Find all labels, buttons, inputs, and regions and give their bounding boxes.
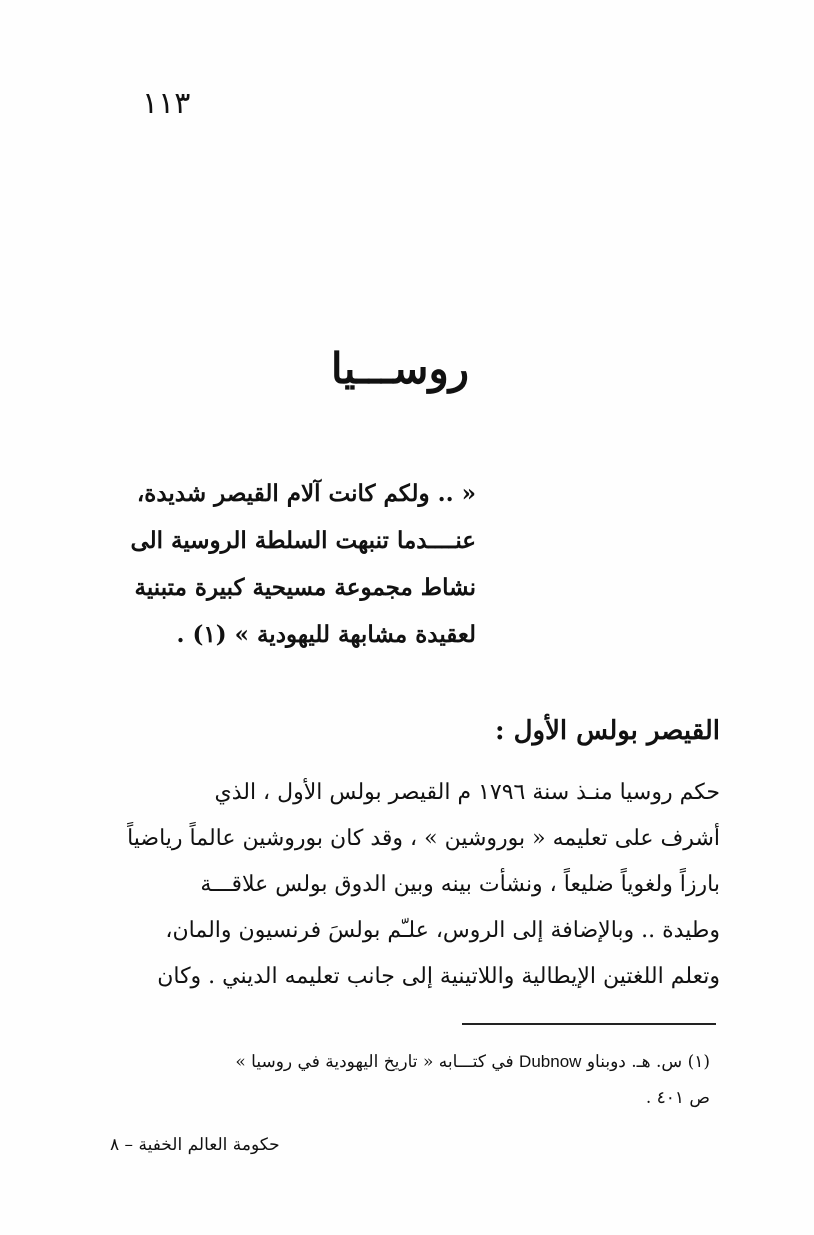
running-footer: حكومة العالم الخفية – ٨	[110, 1135, 280, 1155]
body-line: وطيدة .. وبالإضافة إلى الروس، علـّم بولسَ فرنسيون والمان،	[165, 918, 720, 943]
section-heading: القيصر بولس الأول :	[494, 716, 720, 746]
body-line: وتعلم اللغتين الإيطالية واللاتينية إلى جانب تعليمه الديني . وكان	[157, 964, 720, 989]
quote-line: « .. ولكم كانت آلام القيصر شديدة،	[136, 480, 476, 507]
epigraph-quote	[96, 470, 476, 658]
body-line: بارزاً ولغوياً ضليعاً ، ونشأت بينه وبين الدوق بولس علاقـــة	[200, 872, 720, 897]
footnote	[110, 1044, 710, 1116]
footnote-suffix: في كتـــابه « تاريخ اليهودية في روسيا »	[235, 1052, 514, 1072]
body-line: أشرف على تعليمه « بوروشين » ، وقد كان بوروشين عالماً رياضياً	[127, 826, 720, 851]
quote-line: عنــــدما تنبهت السلطة الروسية الى	[130, 527, 476, 554]
footnote-author-latin: Dubnow	[519, 1052, 582, 1071]
footnote-divider	[462, 1023, 716, 1025]
page-number: ١١٣	[142, 86, 191, 121]
footnote-prefix: (١) س. هـ. دوبناو	[586, 1052, 710, 1072]
chapter-title: روســـيا	[330, 344, 470, 393]
quote-line: لعقيدة مشابهة لليهودية » (١) .	[176, 621, 476, 648]
footnote-page-ref: ص ٤٠١ .	[645, 1088, 710, 1108]
body-line: حكم روسيا منـذ سنة ١٧٩٦ م القيصر بولس الأول ، الذي	[214, 780, 720, 805]
footnote-line	[110, 1044, 710, 1080]
body-paragraph	[88, 770, 720, 1000]
quote-line: نشاط مجموعة مسيحية كبيرة متبنية	[134, 574, 476, 601]
